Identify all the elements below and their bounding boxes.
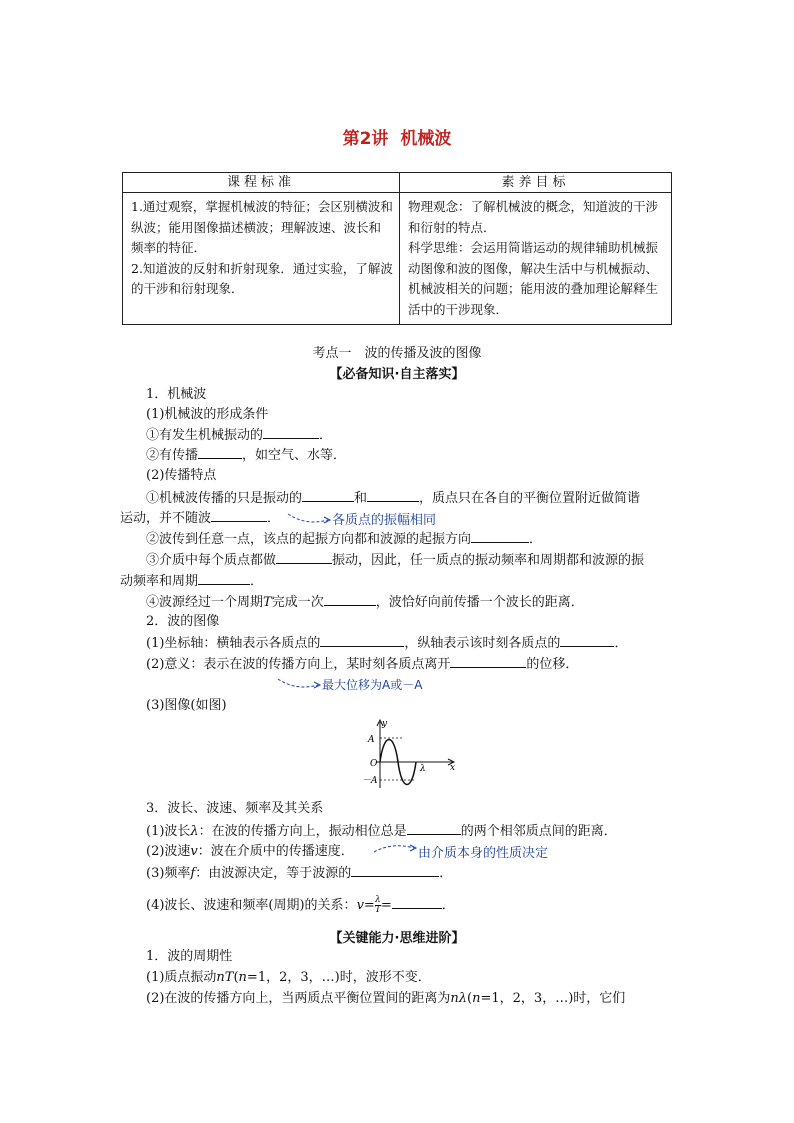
item-mechanical-wave: 1．机械波 xyxy=(146,387,207,402)
item-feature-3 xyxy=(146,551,706,570)
wavelength-label: λ xyxy=(420,764,426,774)
text: ②波传到任意一点，该点的起振方向都和波源的起振方向 xyxy=(146,532,472,547)
text: (1)波长 xyxy=(146,824,191,839)
item-condition-1 xyxy=(146,426,706,445)
item-feature-3-cont xyxy=(120,572,680,591)
note-arrow-1 xyxy=(286,510,334,526)
text: ，如空气、水等． xyxy=(242,448,347,463)
standards-table xyxy=(122,172,672,325)
text: ． xyxy=(614,636,628,651)
lecture-name: 机械波 xyxy=(400,129,452,149)
f-symbol: f xyxy=(190,866,196,881)
origin-label: O xyxy=(370,759,378,769)
numerator: λ xyxy=(374,895,381,905)
blank xyxy=(198,446,242,459)
blank xyxy=(392,896,442,909)
item-condition-2 xyxy=(146,446,706,465)
text: ④波源经过一个周期 xyxy=(146,595,264,610)
text: ． xyxy=(439,866,453,881)
blank xyxy=(198,572,250,585)
text: ：在波的传播方向上，振动相位总是 xyxy=(198,824,407,839)
text: ②有传播 xyxy=(146,448,199,463)
text: (2)在波的传播方向上，当两质点平衡位置间的距离为 xyxy=(146,991,451,1006)
note-arrow-3 xyxy=(372,842,420,858)
sub-heading-knowledge: 【必备知识·自主落实】 xyxy=(329,367,465,382)
item-feature-4 xyxy=(146,593,706,612)
text: ，纵轴表示该时刻各质点的 xyxy=(404,636,561,651)
course-standard-cell xyxy=(123,193,400,325)
note-arrow-2 xyxy=(276,675,324,691)
text: ，质点只在各自的平衡位置附近做简谐 xyxy=(419,491,641,506)
text: ． xyxy=(319,428,333,443)
text: ①有发生机械振动的 xyxy=(146,428,264,443)
header-literacy-goal: 素养目标 xyxy=(400,173,672,193)
text: ( xyxy=(233,970,239,985)
blank xyxy=(324,593,376,606)
text: (4)波长、波速和频率(周期)的关系： xyxy=(146,898,357,913)
blank xyxy=(471,530,529,543)
note-medium: 由介质本身的性质决定 xyxy=(418,846,549,861)
item-periodicity-2 xyxy=(146,990,706,1008)
blank xyxy=(351,864,439,877)
item-graph-caption: (3)图像(如图) xyxy=(146,698,227,713)
nT-symbol: nT xyxy=(216,970,234,985)
blank xyxy=(263,426,319,439)
text: (1)坐标轴：横轴表示各质点的 xyxy=(146,636,321,651)
wave-graph xyxy=(362,718,462,790)
blank xyxy=(320,634,404,647)
y-label: y xyxy=(382,719,388,729)
blank xyxy=(211,509,267,522)
goal-item-1: 物理观念：了解机械波的概念，知道波的干涉和衍射的特点． xyxy=(408,199,659,235)
text: 的两个相邻质点间的距离． xyxy=(460,824,617,839)
text: ①机械波传播的只是振动的 xyxy=(146,491,303,506)
text: ：由波源决定，等于波源的 xyxy=(195,866,352,881)
text: 完成一次 xyxy=(271,595,324,610)
item-formation: (1)机械波的形成条件 xyxy=(146,407,269,422)
blank xyxy=(302,489,354,502)
n-lambda-symbol: nλ xyxy=(450,991,468,1006)
text: (2)意义：表示在波的传播方向上，某时刻各质点离开 xyxy=(146,657,451,672)
blank xyxy=(407,822,461,835)
lambda-symbol: λ xyxy=(190,824,199,839)
text: 的位移． xyxy=(526,657,579,672)
v-symbol: v xyxy=(356,898,364,913)
neg-amplitude-label: －A xyxy=(362,776,378,786)
item-wave-graph: 2．波的图像 xyxy=(146,614,220,629)
text: =1，2，3，…)时，它们 xyxy=(480,991,626,1006)
text: ( xyxy=(467,991,473,1006)
lecture-number: 第2讲 xyxy=(342,129,389,149)
amplitude-label: A xyxy=(368,735,375,745)
denominator: T xyxy=(374,905,381,915)
item-periodicity: 1．波的周期性 xyxy=(146,949,233,964)
equals: = xyxy=(363,898,375,913)
page-title xyxy=(0,124,794,149)
v-symbol: v xyxy=(190,844,198,859)
standard-item-2: 2.知道波的反射和折射现象．通过实验，了解波的干涉和衍射现象． xyxy=(131,260,393,296)
note-amplitude: 各质点的振幅相同 xyxy=(332,513,437,528)
literacy-goal-cell xyxy=(400,193,672,325)
text: ，波恰好向前传播一个波长的距离． xyxy=(375,595,584,610)
item-wavelength xyxy=(146,822,706,841)
item-frequency xyxy=(146,864,706,883)
text: =1，2，3，…)时，波形不变． xyxy=(246,970,431,985)
text: 动频率和周期 xyxy=(120,574,199,589)
item-feature-1 xyxy=(146,489,706,508)
blank xyxy=(276,551,332,564)
item-formula xyxy=(146,896,706,915)
item-periodicity-1 xyxy=(146,969,706,987)
n-symbol: n xyxy=(472,991,481,1006)
sub-heading-ability: 【关键能力·思维进阶】 xyxy=(329,931,465,946)
text: 和 xyxy=(354,491,368,506)
text: ． xyxy=(250,574,264,589)
item-feature-2 xyxy=(146,530,706,549)
text: ：波在介质中的传播速度． xyxy=(197,844,354,859)
item-propagation: (2)传播特点 xyxy=(146,468,217,483)
text: ③介质中每个质点都做 xyxy=(146,553,277,568)
text: 振动，因此，任一质点的振动频率和周期都和波源的振 xyxy=(332,553,645,568)
text: (1)质点振动 xyxy=(146,970,217,985)
text: ． xyxy=(441,898,455,913)
item-axes xyxy=(146,634,706,653)
section-heading: 考点一 波的传播及波的图像 xyxy=(312,346,482,361)
item-relationship: 3．波长、波速、频率及其关系 xyxy=(146,801,324,816)
note-max-displacement: 最大位移为A或－A xyxy=(322,678,423,692)
text: ． xyxy=(267,511,281,526)
text: ． xyxy=(529,532,543,547)
header-course-standard: 课程标准 xyxy=(123,173,400,193)
period-symbol: T xyxy=(263,595,272,610)
text: (3)频率 xyxy=(146,866,191,881)
x-label: x xyxy=(450,763,456,773)
text: (2)波速 xyxy=(146,844,191,859)
equals: = xyxy=(380,898,392,913)
n-symbol: n xyxy=(238,970,247,985)
item-meaning xyxy=(146,655,706,674)
text: 运动，并不随波 xyxy=(120,511,212,526)
blank xyxy=(367,489,419,502)
blank xyxy=(560,634,614,647)
goal-item-2: 科学思维：会运用简谐运动的规律辅助机械振动图像和波的图像，解决生活中与机械振动、机械波相关的问题；能用波的叠加理论解释生活中的干涉现象． xyxy=(408,240,659,317)
blank xyxy=(450,655,526,668)
standard-item-1: 1.通过观察，掌握机械波的特征；会区别横波和纵波；能用图像描述横波；理解波速、波长和频率的特征． xyxy=(131,199,393,255)
